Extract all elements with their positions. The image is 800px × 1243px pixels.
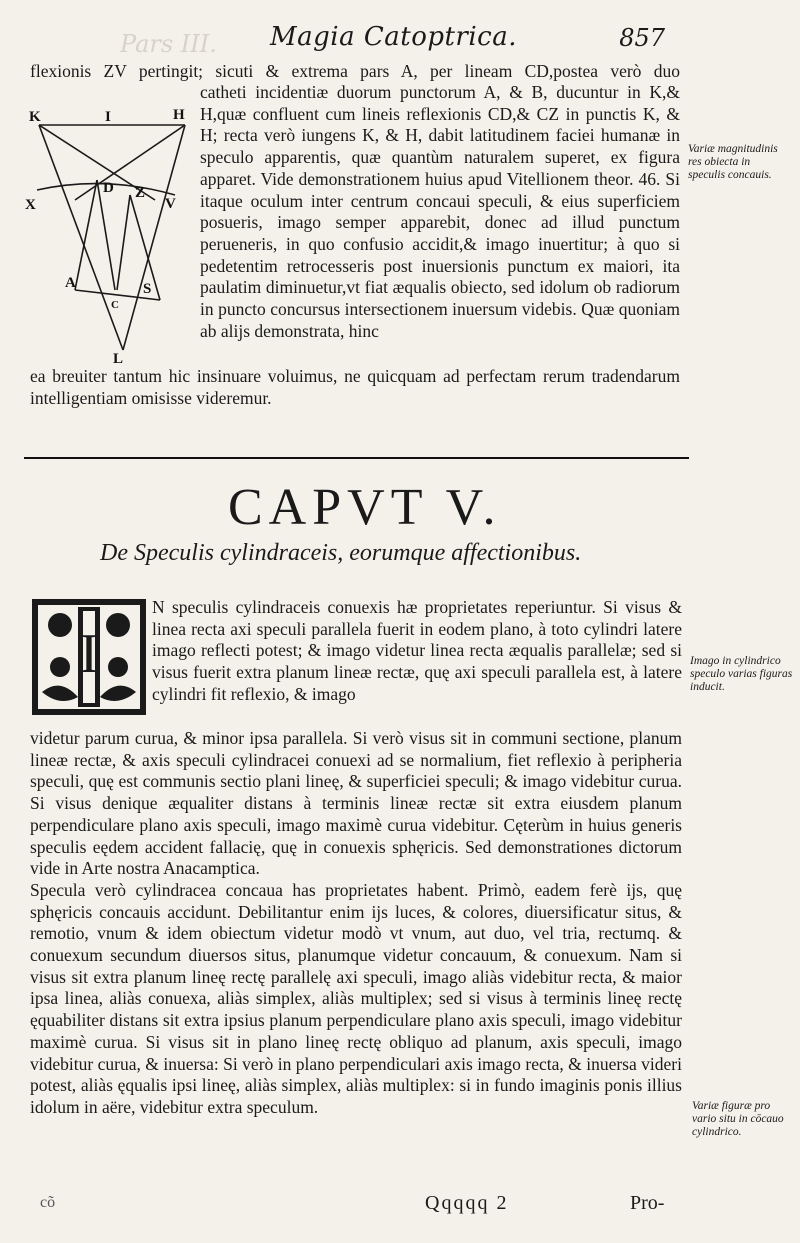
figure-label-k: K [29, 109, 41, 125]
chapter-paragraphs [30, 728, 682, 1119]
drop-cap-letter: I [79, 623, 99, 685]
concave-mirror-diagram [25, 105, 200, 370]
figure-label-s: S [143, 281, 152, 297]
figure-label-a: A [65, 275, 76, 291]
bleed-through-heading: Pars III. [120, 30, 217, 58]
chapter-paragraph-1-start: N speculis cylindraceis conuexis hæ proprietates reperiuntur. Si visus & linea recta axi speculi parallela fuerit in eodem plano, à toto cylindri latere imago reflecti potest; & imago videtur linea recta æqualis parallelæ; sed si visus fuerit extra planum lineæ rectæ, quę axi speculi parallela est, à latere cylindri fit reflexio, & imago [152, 597, 682, 704]
top-paragraph-tail: ea breuiter tantum hic insinuare voluimus, ne quicquam ad perfectam rerum tradendarum intelligentiam omisisse videremur. [30, 366, 680, 408]
figure-label-x: X [25, 197, 36, 213]
top-paragraph [200, 82, 680, 342]
chapter-paragraph-1-rest: videtur parum curua, & minor ipsa parallela. Si verò visus sit in communi sectione, planum lineæ rectæ, & axis speculi cylindracei conuexi ad se normalium, fiet reflexio à peripheria speculi, quę est communis sectio plani lineę, & superficiei speculi; & imago videbitur curua. Si visus denique æqualiter distans à terminis lineæ rectæ sit extra eiusdem planum perpendiculare plano axis speculi, imago maximè curua videbitur. Cęterùm in huius generis speculis eędem accident fallacię, quę in conuexis sphęricis. Sed demonstrationes dictorum vide in Arte nostra Anacamptica. [30, 728, 682, 879]
top-first-line: flexionis ZV pertingit; sicuti & extrema pars A, per lineam CD,postea verò duo [30, 61, 680, 81]
figure-label-h: H [173, 107, 185, 123]
margin-note-1: Variæ magnitudinis res obiecta in speculis concauis. [688, 143, 778, 181]
signature-mark: Qqqqq 2 [425, 1192, 509, 1214]
page-footer [30, 1192, 680, 1218]
chapter-title: CAPVT V. [228, 479, 502, 536]
chapter-paragraph-2: Specula verò cylindracea concaua has proprietates habent. Primò, eadem ferè ijs, quę sphęricis concauis accidunt. Debilitantur enim ijs luces, & colores, diuersificatur situs, & remotio, vnum & idem obiectum videtur modò vt vnum, aut duo, vel tria, rectumq. & conuexum secundum diuersos situs, planumque videtur concauum, & conuexum. Nam si visus sit extra planum lineę rectę parallelę axi speculi, imago aliàs videbitur recta, & maior ipsa linea, aliàs conuexa, aliàs simplex, aliàs multiplex; sed si visus à terminis lineę rectę ęquabiliter distans sit extra ipsius planum perpendiculare plano axis speculi, imago videbitur maximè curua. Si visus sit in plano lineę rectę obliquo ad planum, axis speculi, imago videbitur curua, & inuersa: Si verò in plano perpendiculari axis imago recta, & inuersa videri potest, aliàs ęqualis ipsi lineę, aliàs simplex, aliàs multiplex: si in fundo imaginis ponis illius idolum in aëre, videbitur extra speculum. [30, 879, 682, 1117]
footer-left-mark: cõ [40, 1194, 56, 1211]
catchword: Pro- [630, 1192, 665, 1214]
top-paragraph-body: catheti incidentiæ duorum punctorum A, & B, ducuntur in K,& H,quæ confluent cum lineis reflexionis CD,& CZ in punctis K, & H; recta verò iungens K, & H, dabit latitudinem faciei humanæ in speculo apparentis, quæ quantùm naturalem superet, ex figura apparet. Vide demonstrationem huius apud Vitellionem theor. 46. Si itaque oculum inter centrum concaui speculi, & eius superficiem posueris, imago semper apparebit, donec ad illud punctum perueneris, in quo confusio accidit,& imago inuertitur; à quo si pedetentim retrocesseris post inuersionis punctum ex maiori, ita paulatim diminuetur,vt fiat æqualis obiecto, sed idolum ob radiorum in puncto concursus intersectionem inuersum videbis. Quæ quoniam ab alijs demonstrata, hinc [200, 82, 680, 341]
ornamental-initial [30, 597, 148, 717]
margin-note-2: Imago in cylindrico speculo varias figuras inducit. [690, 655, 793, 693]
figure-label-c: C [111, 299, 119, 311]
chapter-subtitle: De Speculis cylindraceis, eorumque affectionibus. [100, 540, 582, 566]
running-head [0, 22, 800, 56]
figure-label-d: D [103, 180, 114, 196]
figure-label-i: I [105, 109, 111, 125]
figure-label-v: V [165, 196, 176, 212]
figure-label-l: L [113, 351, 124, 367]
section-rule [24, 457, 689, 459]
page-number: 857 [619, 24, 665, 52]
figure-label-z: Z [135, 185, 146, 201]
running-title: Magia Catoptrica. [270, 22, 518, 52]
margin-note-3: Variæ figuræ pro vario situ in cōcauo cylindrico. [692, 1100, 784, 1138]
